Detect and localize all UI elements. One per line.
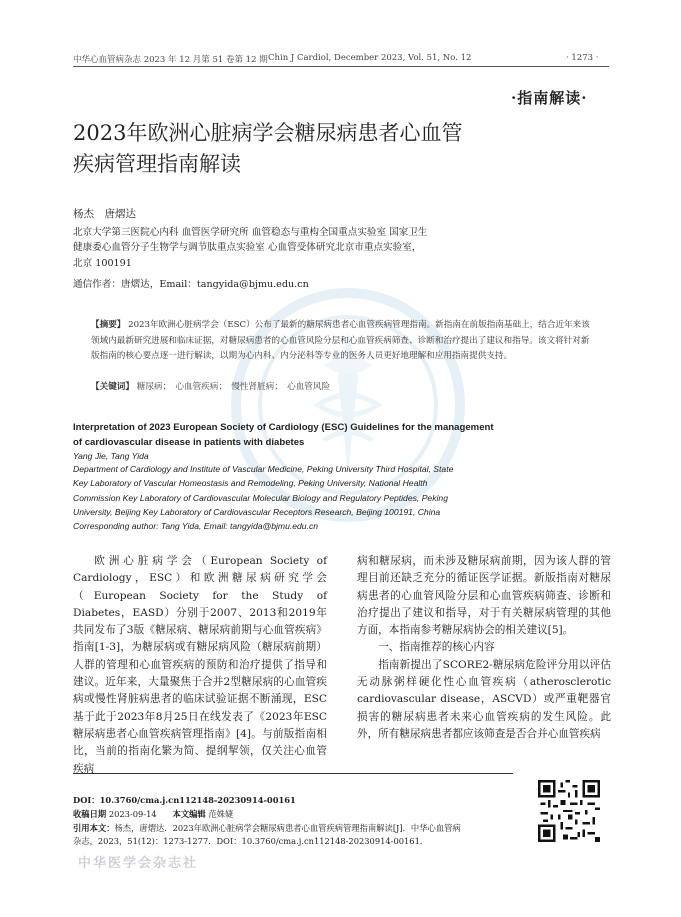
authors: 杨杰 唐熠达: [73, 208, 136, 220]
keywords-text: 糖尿病； 心血管疾病； 慢性肾脏病； 心血管风险: [136, 382, 331, 392]
section-badge: ·指南解读·: [511, 89, 588, 107]
qr-code-icon[interactable]: [538, 780, 600, 842]
journal-header-cn: 中华心血管病杂志 2023 年 12 月第 51 卷第 12 期: [73, 55, 268, 65]
article-title: [73, 118, 593, 180]
citation-line: 杨杰，唐熠达．2023年欧洲心脏病学会糖尿病患者心血管疾病管理指南解读[J]．中华心血管病: [114, 822, 461, 833]
title-line: 疾病管理指南解读: [73, 152, 241, 176]
journal-header-en: Chin J Cardiol, December 2023, Vol. 51, No. 12: [268, 53, 472, 63]
article-footer: [73, 794, 533, 849]
keywords: [91, 380, 591, 396]
affiliation: [73, 225, 428, 271]
editor-label: 本文编辑: [172, 808, 206, 819]
english-affiliation-line: Key Laboratory of Vascular Homeostasis and Remodeling, Peking University, National Health: [73, 478, 428, 489]
editor-name: 范姝婕: [208, 808, 234, 819]
english-affiliation-line: Corresponding author: Tang Yida, Email: tangyida@bjmu.edu.cn: [73, 521, 319, 532]
corresponding-author: 通信作者：唐熠达，Email：tangyida@bjmu.edu.cn: [73, 279, 309, 290]
body-paragraph: 指南新提出了SCORE2-糖尿病危险评分用以评估无动脉粥样硬化性心血管疾病（atherosclerotic cardiovascular disease，ASCVD）或严重靶器官损害的糖尿病患者未来心血管疾病的发生风险。此外，所有糖尿病患者都应该筛查是否合并心血管疾病: [357, 658, 611, 740]
english-affiliation-line: Department of Cardiology and Institute of Vascular Medicine, Peking University Third Hospital, State: [73, 464, 454, 474]
english-affiliation: [73, 462, 613, 533]
abstract-label: 【摘要】: [91, 320, 126, 330]
affiliation-line: 健康委心血管分子生物学与调节肽重点实验室 心血管受体研究北京市重点实验室，: [73, 242, 422, 254]
english-authors: Yang Jie, Tang Yida: [73, 451, 149, 461]
english-affiliation-line: University, Beijing Key Laboratory of Cardiovascular Receptors Research, Beijing 100191, China: [73, 506, 441, 517]
publisher-mark: 中华医学会杂志社: [78, 856, 199, 871]
english-affiliation-line: Commission Key Laboratory of Cardiovascular Molecular Biology and Regulatory Peptides, Peking: [73, 492, 448, 503]
citation-line: 杂志，2023，51(12)：1273-1277．DOI：10.3760/cma.j.cn112148-20230914-00161．: [73, 836, 429, 847]
received-label: 收稿日期: [73, 808, 107, 819]
footer-rule: [73, 773, 513, 774]
cite-label: 引用本文：: [73, 822, 115, 833]
header-rule: [73, 66, 609, 67]
body-paragraph: 病和糖尿病，而未涉及糖尿病前期，因为该人群的管理目前还缺乏充分的循证医学证据。新版指南对糖尿病患者的心血管风险分层和心血管疾病筛查、诊断和治疗提出了建议和指导，对于有关糖尿病管理的其他方面，本指南参考糖尿病协会的相关建议[5]。: [357, 555, 611, 637]
body-column-right: [357, 553, 611, 743]
affiliation-line: 北京 100191: [73, 257, 132, 269]
body-column-left: [73, 553, 327, 778]
keywords-label: 【关键词】: [91, 382, 134, 392]
title-line: 2023年欧洲心脏病学会糖尿病患者心血管: [73, 121, 463, 145]
abstract-text: 2023年欧洲心脏病学会（ESC）公布了最新的糖尿病患者心血管疾病管理指南。新指南在前版指南基础上，结合近年来该领域内最新研究进展和临床证据，对糖尿病患者的心血管风险分层和心血管疾病筛查、诊断和治疗提出了建议和指导。该文将针对新版指南的核心要点逐一进行解读，以期为心内科、内分泌科等专业的医务人员更好地理解和应用指南提供支持。: [91, 320, 590, 362]
abstract: [91, 318, 591, 365]
page-number: · 1273 ·: [566, 53, 599, 63]
affiliation-line: 北京大学第三医院心内科 血管医学研究所 血管稳态与重构全国重点实验室 国家卫生: [73, 227, 428, 238]
english-title-line: Interpretation of 2023 European Society of Cardiology (ESC) Guidelines for the management: [73, 422, 494, 433]
english-title-line: of cardiovascular disease in patients with diabetes: [73, 436, 305, 448]
received-date: 2023-09-14: [108, 808, 157, 819]
english-title: [73, 421, 613, 450]
doi: DOI：10.3760/cma.j.cn112148-20230914-00161: [73, 795, 296, 805]
body-paragraph: 欧洲心脏病学会（European Society of Cardiology，ESC）和欧洲糖尿病研究学会（European Society for the Study of Diabetes，EASD）分别于2007、2013和2019年共同发布了3版《糖尿病、糖尿病前期与心血管疾病》指南[1-3]，为糖尿病或有糖尿病风险（糖尿病前期）人群的管理和心血管疾病的预防和治疗提供了指导和建议。近年来，大量聚焦于合并2型糖尿病的心血管疾病或慢性肾脏病患者的临床试验证据不断涌现，ESC基于此于2023年8月25日在线发表了《2023年ESC糖尿病患者心血管疾病管理指南》[4]。与前版指南相比，当前的指南化繁为简、提纲挈领，仅关注心血管疾病: [73, 555, 327, 775]
section-heading: 一、指南推荐的核心内容: [378, 641, 495, 654]
